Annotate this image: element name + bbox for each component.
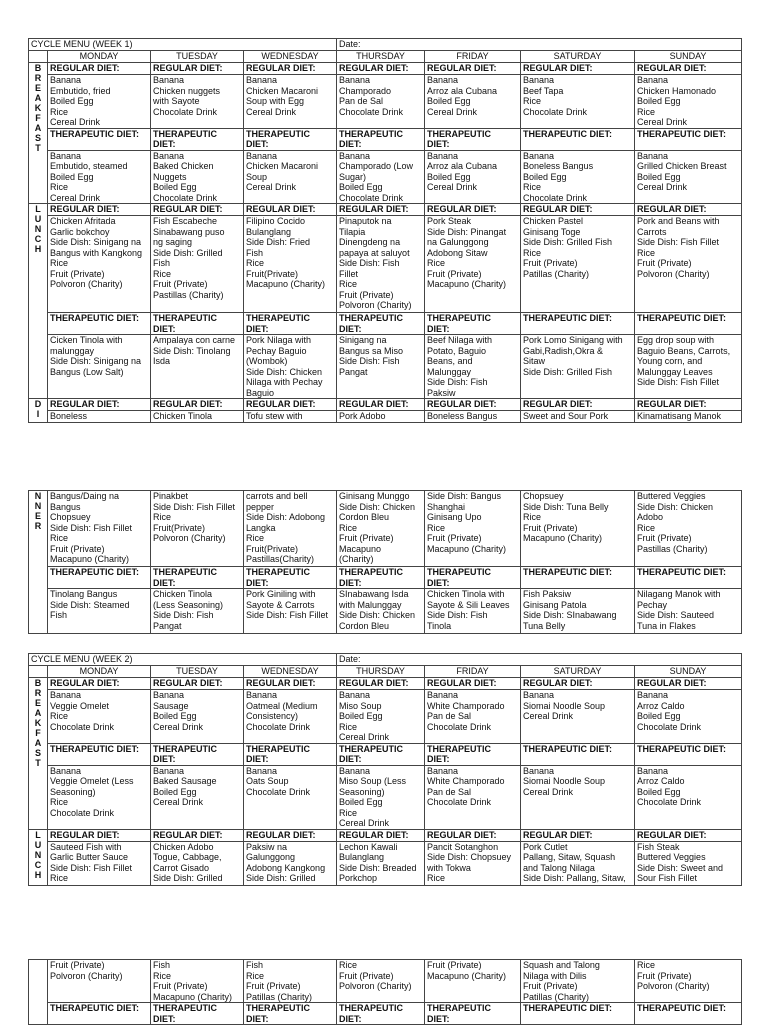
menu-cell: Banana Arroz Caldo Boiled Egg Chocolate Drink [635,690,742,744]
therapeutic-diet-label: THERAPEUTIC DIET: [521,128,635,150]
regular-diet-label: REGULAR DIET: [521,829,635,841]
meal-label-dinner: D I [29,399,48,423]
regular-diet-label: REGULAR DIET: [244,399,337,411]
day-header: MONDAY [48,666,151,678]
therapeutic-diet-label: THERAPEUTIC DIET: [151,313,244,335]
regular-diet-label: REGULAR DIET: [521,678,635,690]
menu-cell: Banana Chicken Macaroni Soup Cereal Drink [244,150,337,204]
regular-diet-label: REGULAR DIET: [244,63,337,75]
meal-label-lunch-cont [29,960,48,1025]
menu-cell: Ginisang Munggo Side Dish: Chicken Cordon Bleu Rice Fruit (Private) Macapuno (Charity) [337,491,425,567]
therapeutic-diet-label: THERAPEUTIC DIET: [521,313,635,335]
menu-cell: Banana Veggie Omelet (Less Seasoning) Rice Chocolate Drink [48,765,151,829]
menu-cell: Banana Champorado (Low Sugar) Boiled Egg Chocolate Drink [337,150,425,204]
meal-label-dinner-cont: N N E R [29,491,48,634]
therapeutic-diet-label: THERAPEUTIC DIET: [521,1003,635,1025]
menu-cell: Nilagang Manok with Pechay Side Dish: Sauteed Tuna in Flakes [635,589,742,634]
menu-cell: Pork Cutlet Pallang, Sitaw, Squash and Talong Nilaga Side Dish: Pallang, Sitaw, [521,841,635,885]
menu-cell: Chicken Tinola with Sayote & Sili Leaves Side Dish: Fish Tinola [425,589,521,634]
menu-cell: Banana Beef Tapa Rice Chocolate Drink [521,75,635,129]
regular-diet-label: REGULAR DIET: [244,829,337,841]
week1-day-header-row [29,51,742,63]
menu-cell: Bangus/Daing na Bangus Chopsuey Side Dish: Fish Fillet Rice Fruit (Private) Macapuno (Charity) [48,491,151,567]
menu-cell: Fish Rice Fruit (Private) Macapuno (Charity) [151,960,244,1003]
menu-cell: Lechon Kawali Bulanglang Side Dish: Breaded Porkchop [337,841,425,885]
menu-cell: Pork Adobo [337,411,425,423]
therapeutic-diet-label: THERAPEUTIC DIET: [48,567,151,589]
week1-date-label: Date: [337,39,742,51]
menu-cell: Banana White Champorado Pan de Sal Chocolate Drink [425,690,521,744]
menu-cell: Sweet and Sour Pork [521,411,635,423]
day-header: THURSDAY [337,51,425,63]
regular-diet-label: REGULAR DIET: [425,678,521,690]
menu-cell: Chicken Pastel Ginisang Toge Side Dish: Grilled Fish Rice Fruit (Private) Patillas (Charity) [521,216,635,313]
menu-cell: Fish Rice Fruit (Private) Patillas (Charity) [244,960,337,1003]
therapeutic-diet-label: THERAPEUTIC DIET: [151,1003,244,1025]
menu-cell: Banana Chicken nuggets with Sayote Chocolate Drink [151,75,244,129]
menu-cell: Fruit (Private) Polvoron (Charity) [48,960,151,1003]
therapeutic-diet-label: THERAPEUTIC DIET: [425,128,521,150]
menu-cell: Banana Boneless Bangus Boiled Egg Rice Chocolate Drink [521,150,635,204]
week1-title: CYCLE MENU (WEEK 1) [29,39,337,51]
menu-cell: Rice Fruit (Private) Polvoron (Charity) [635,960,742,1003]
menu-cell: Boneless [48,411,151,423]
regular-diet-label: REGULAR DIET: [425,829,521,841]
day-header: SATURDAY [521,51,635,63]
meal-label-lunch: L U N C H [29,204,48,399]
day-header: SUNDAY [635,51,742,63]
regular-diet-label: REGULAR DIET: [337,204,425,216]
therapeutic-diet-label: THERAPEUTIC DIET: [48,313,151,335]
regular-diet-label: REGULAR DIET: [151,204,244,216]
therapeutic-diet-label: THERAPEUTIC DIET: [635,567,742,589]
day-header: WEDNESDAY [244,51,337,63]
regular-diet-label: REGULAR DIET: [521,399,635,411]
therapeutic-diet-label: THERAPEUTIC DIET: [244,313,337,335]
menu-cell: Banana Arroz ala Cubana Boiled Egg Cereal Drink [425,75,521,129]
menu-cell: Chicken Afritada Garlic bokchoy Side Dish: Sinigang na Bangus with Kangkong Rice Fruit (Private) Polvoron (Charity) [48,216,151,313]
menu-cell: Pinaputok na Tilapia Dinengdeng na papaya at saluyot Side Dish: Fish Fillet Rice Fruit (Private) Polvoron (Charity) [337,216,425,313]
therapeutic-diet-label: THERAPEUTIC DIET: [425,743,521,765]
therapeutic-diet-label: THERAPEUTIC DIET: [151,567,244,589]
menu-cell: Chopsuey Side Dish: Tuna Belly Rice Fruit (Private) Macapuno (Charity) [521,491,635,567]
menu-cell: Chicken Tinola (Less Seasoning) Side Dish: Fish Pangat [151,589,244,634]
menu-cell: Filipino Cocido Bulanglang Side Dish: Fried Fish Rice Fruit(Private) Macapuno (Charity) [244,216,337,313]
menu-cell: Pork and Beans with Carrots Side Dish: Fish Fillet Rice Fruit (Private) Polvoron (Charity) [635,216,742,313]
menu-cell: Banana Arroz ala Cubana Boiled Egg Cereal Drink [425,150,521,204]
menu-cell: Banana Miso Soup (Less Seasoning) Boiled Egg Rice Cereal Drink [337,765,425,829]
menu-cell: Ampalaya con carne Side Dish: Tinolang Isda [151,335,244,399]
regular-diet-label: REGULAR DIET: [635,829,742,841]
day-header: FRIDAY [425,51,521,63]
week2-date-label: Date: [337,654,742,666]
menu-cell: Banana Miso Soup Boiled Egg Rice Cereal Drink [337,690,425,744]
regular-diet-label: REGULAR DIET: [337,63,425,75]
therapeutic-diet-label: THERAPEUTIC DIET: [635,1003,742,1025]
regular-diet-label: REGULAR DIET: [635,63,742,75]
menu-cell: Fish Escabeche Sinabawang puso ng saging Side Dish: Grilled Fish Rice Fruit (Private) Pastillas (Charity) [151,216,244,313]
menu-cell: Fish Paksiw Ginisang Patola Side Dish: SInabawang Tuna Belly [521,589,635,634]
menu-cell: Fish Steak Buttered Veggies Side Dish: Sweet and Sour Fish Fillet [635,841,742,885]
week1-table-part2 [28,490,741,634]
day-header: WEDNESDAY [244,666,337,678]
therapeutic-diet-label: THERAPEUTIC DIET: [635,313,742,335]
regular-diet-label: REGULAR DIET: [635,399,742,411]
meal-label-breakfast: B R E A K F A S T [29,678,48,830]
regular-diet-label: REGULAR DIET: [425,63,521,75]
corner-cell [29,666,48,678]
menu-cell: Chicken Adobo Togue, Cabbage, Carrot Gisado Side Dish: Grilled [151,841,244,885]
menu-cell: Pork Giniling with Sayote & Carrots Side Dish: Fish Fillet [244,589,337,634]
regular-diet-label: REGULAR DIET: [151,63,244,75]
menu-cell: Banana Champorado Pan de Sal Chocolate Drink [337,75,425,129]
menu-cell: Pork Nilaga with Pechay Baguio (Wombok) Side Dish: Chicken Nilaga with Pechay Baguio [244,335,337,399]
menu-cell: Chicken Tinola [151,411,244,423]
menu-cell: Tinolang Bangus Side Dish: Steamed Fish [48,589,151,634]
menu-cell: Banana Oatmeal (Medium Consistency) Chocolate Drink [244,690,337,744]
menu-cell: Egg drop soup with Baguio Beans, Carrots, Young corn, and Malunggay Leaves Side Dish: Fish Fillet [635,335,742,399]
menu-cell: Tofu stew with [244,411,337,423]
regular-diet-label: REGULAR DIET: [337,678,425,690]
day-header: FRIDAY [425,666,521,678]
week2-title: CYCLE MENU (WEEK 2) [29,654,337,666]
regular-diet-label: REGULAR DIET: [48,829,151,841]
therapeutic-diet-label: THERAPEUTIC DIET: [337,1003,425,1025]
menu-cell: Side Dish: Bangus Shanghai Ginisang Upo Rice Fruit (Private) Macapuno (Charity) [425,491,521,567]
week1-table-part1 [28,38,741,423]
day-header: MONDAY [48,51,151,63]
menu-cell: carrots and bell pepper Side Dish: Adobong Langka Rice Fruit(Private) Pastillas(Charity) [244,491,337,567]
therapeutic-diet-label: THERAPEUTIC DIET: [48,128,151,150]
therapeutic-diet-label: THERAPEUTIC DIET: [244,1003,337,1025]
regular-diet-label: REGULAR DIET: [151,829,244,841]
day-header: THURSDAY [337,666,425,678]
therapeutic-diet-label: THERAPEUTIC DIET: [151,743,244,765]
menu-cell: Banana Oats Soup Chocolate Drink [244,765,337,829]
therapeutic-diet-label: THERAPEUTIC DIET: [244,567,337,589]
regular-diet-label: REGULAR DIET: [635,204,742,216]
menu-cell: Banana Embutido, steamed Boiled Egg Rice Cereal Drink [48,150,151,204]
week2-table-part2 [28,959,741,1025]
regular-diet-label: REGULAR DIET: [425,204,521,216]
regular-diet-label: REGULAR DIET: [48,63,151,75]
menu-cell: Banana White Champorado Pan de Sal Chocolate Drink [425,765,521,829]
regular-diet-label: REGULAR DIET: [48,678,151,690]
menu-cell: Kinamatisang Manok [635,411,742,423]
menu-cell: Buttered Veggies Side Dish: Chicken Adobo Rice Fruit (Private) Pastillas (Charity) [635,491,742,567]
regular-diet-label: REGULAR DIET: [244,204,337,216]
menu-cell: Sinigang na Bangus sa Miso Side Dish: Fish Pangat [337,335,425,399]
menu-cell: Rice Fruit (Private) Polvoron (Charity) [337,960,425,1003]
therapeutic-diet-label: THERAPEUTIC DIET: [48,1003,151,1025]
menu-cell: Pork Lomo Sinigang with Gabi,Radish,Okra & Sitaw Side Dish: Grilled Fish [521,335,635,399]
regular-diet-label: REGULAR DIET: [151,678,244,690]
menu-cell: Sauteed Fish with Garlic Butter Sauce Side Dish: Fish Fillet Rice [48,841,151,885]
menu-cell: Paksiw na Galunggong Adobong Kangkong Side Dish: Grilled [244,841,337,885]
menu-cell: Banana Baked Sausage Boiled Egg Cereal Drink [151,765,244,829]
menu-cell: Banana Siomai Noodle Soup Cereal Drink [521,765,635,829]
therapeutic-diet-label: THERAPEUTIC DIET: [425,313,521,335]
menu-cell: Banana Grilled Chicken Breast Boiled Egg Cereal Drink [635,150,742,204]
therapeutic-diet-label: THERAPEUTIC DIET: [337,743,425,765]
day-header: SATURDAY [521,666,635,678]
therapeutic-diet-label: THERAPEUTIC DIET: [244,128,337,150]
day-header: TUESDAY [151,51,244,63]
meal-label-lunch: L U N C H [29,829,48,885]
therapeutic-diet-label: THERAPEUTIC DIET: [337,128,425,150]
menu-cell: Banana Sausage Boiled Egg Cereal Drink [151,690,244,744]
regular-diet-label: REGULAR DIET: [635,678,742,690]
regular-diet-label: REGULAR DIET: [151,399,244,411]
day-header: SUNDAY [635,666,742,678]
menu-cell: Pinakbet Side Dish: Fish Fillet Rice Fruit(Private) Polvoron (Charity) [151,491,244,567]
corner-cell [29,51,48,63]
therapeutic-diet-label: THERAPEUTIC DIET: [337,313,425,335]
menu-cell: Cicken Tinola with malunggay Side Dish: Sinigang na Bangus (Low Salt) [48,335,151,399]
therapeutic-diet-label: THERAPEUTIC DIET: [337,567,425,589]
regular-diet-label: REGULAR DIET: [48,399,151,411]
therapeutic-diet-label: THERAPEUTIC DIET: [635,743,742,765]
meal-label-breakfast: B R E A K F A S T [29,63,48,204]
therapeutic-diet-label: THERAPEUTIC DIET: [48,743,151,765]
regular-diet-label: REGULAR DIET: [244,678,337,690]
day-header: TUESDAY [151,666,244,678]
regular-diet-label: REGULAR DIET: [521,63,635,75]
regular-diet-label: REGULAR DIET: [425,399,521,411]
regular-diet-label: REGULAR DIET: [48,204,151,216]
menu-cell: Squash and Talong Nilaga with Dilis Fruit (Private) Patillas (Charity) [521,960,635,1003]
menu-cell: Banana Embutido, fried Boiled Egg Rice Cereal Drink [48,75,151,129]
week2-table-part1 [28,653,741,886]
menu-cell: Banana Siomai Noodle Soup Cereal Drink [521,690,635,744]
regular-diet-label: REGULAR DIET: [337,829,425,841]
menu-cell: Pancit Sotanghon Side Dish: Chopsuey with Tokwa Rice [425,841,521,885]
regular-diet-label: REGULAR DIET: [337,399,425,411]
menu-cell: Boneless Bangus [425,411,521,423]
week2-day-header-row [29,666,742,678]
menu-cell: Banana Chicken Hamonado Boiled Egg Rice Cereal Drink [635,75,742,129]
menu-cell: Banana Baked Chicken Nuggets Boiled Egg Chocolate Drink [151,150,244,204]
menu-cell: Banana Arroz Caldo Boiled Egg Chocolate Drink [635,765,742,829]
therapeutic-diet-label: THERAPEUTIC DIET: [151,128,244,150]
therapeutic-diet-label: THERAPEUTIC DIET: [425,567,521,589]
therapeutic-diet-label: THERAPEUTIC DIET: [521,567,635,589]
therapeutic-diet-label: THERAPEUTIC DIET: [521,743,635,765]
regular-diet-label: REGULAR DIET: [521,204,635,216]
menu-cell: Fruit (Private) Macapuno (Charity) [425,960,521,1003]
menu-cell: Banana Veggie Omelet Rice Chocolate Drink [48,690,151,744]
menu-cell: SInabawang Isda with Malunggay Side Dish: Chicken Cordon Bleu [337,589,425,634]
therapeutic-diet-label: THERAPEUTIC DIET: [635,128,742,150]
menu-cell: Pork Steak Side Dish: Pinangat na Galunggong Adobong Sitaw Rice Fruit (Private) Macapuno (Charity) [425,216,521,313]
menu-cell: Banana Chicken Macaroni Soup with Egg Cereal Drink [244,75,337,129]
therapeutic-diet-label: THERAPEUTIC DIET: [244,743,337,765]
menu-cell: Beef Nilaga with Potato, Baguio Beans, and Malunggay Side Dish: Fish Paksiw [425,335,521,399]
therapeutic-diet-label: THERAPEUTIC DIET: [425,1003,521,1025]
